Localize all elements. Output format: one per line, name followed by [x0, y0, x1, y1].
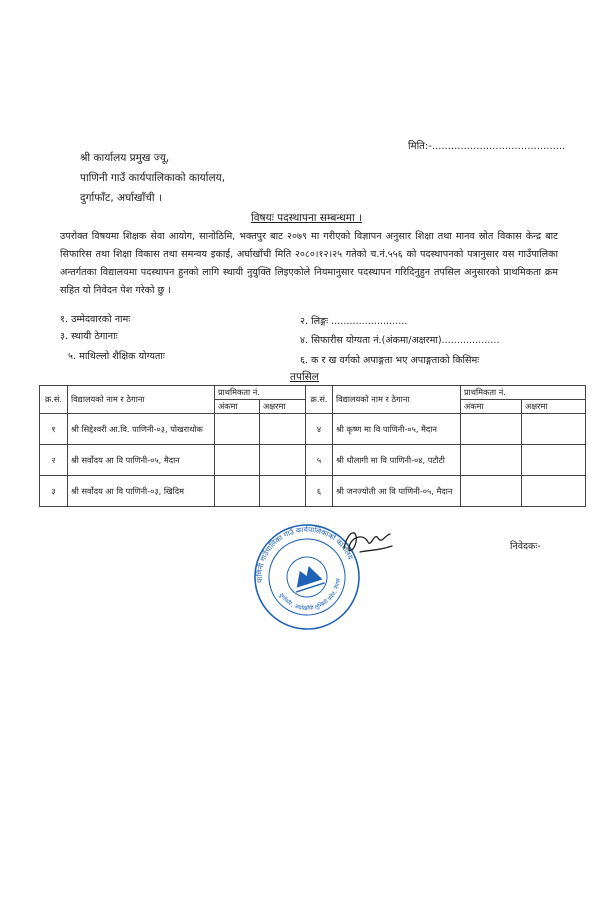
row-sn: ५ [306, 445, 333, 476]
field-disability: ६. क र ख वर्गको अपाङ्गता भए अपाङ्गताको किसिमः [300, 355, 480, 366]
row-priority-figures [461, 414, 522, 445]
header-in-words: अक्षरमा [522, 400, 586, 414]
header-school: विद्यालयको नाम र ठेगाना [333, 386, 461, 414]
address-line-2: पाणिनी गाउँ कार्यपालिकाको कार्यालय, [80, 172, 226, 184]
row-priority-words [260, 476, 306, 507]
row-priority-words [260, 414, 306, 445]
row-sn: ४ [306, 414, 333, 445]
subject-line: विषयः पदस्थापना सम्बन्धमा । [251, 212, 363, 224]
row-school: श्री सर्वोदय आ वि पाणिनी-०५, मैदान [68, 445, 215, 476]
address-line-3: दुर्गाफाँट, अर्घाखाँची । [80, 192, 162, 204]
row-priority-words [260, 445, 306, 476]
header-in-words: अक्षरमा [260, 400, 306, 414]
row-school: श्री सर्वोदय आ वि पाणिनी-०३, खिदिम [68, 476, 215, 507]
row-priority-figures [215, 445, 260, 476]
table-row [40, 476, 586, 507]
row-school: श्री धौलागी मा वि पाणिनी-०४, पटौटी [333, 445, 461, 476]
table-header-row [40, 386, 586, 400]
field-recommendation-number: ४. सिफारीस योग्यता नं.(अंकमा/अक्षरमा)................... [300, 335, 500, 346]
field-education: ५. माथिल्लो शैक्षिक योग्यताः [68, 351, 165, 362]
table-row [40, 414, 586, 445]
body-paragraph: उपरोक्त विषयमा शिक्षक सेवा आयोग, सानोठिमि, भक्तपुर बाट २०७९ मा गरीएको विज्ञापन अनुसार शिक्षा तथा मानव स्रोत विकास केन्द्र बाट सिफारिस तथा शिक्षा विकास तथा समन्वय इकाई, अर्घाखाँची मिति २०८०।१२।२५ गतेको च.नं.५५६ को पदस्थापनको पत्रानुसार यस गाउँपालिका अन्तर्गतका विद्यालयमा पदस्थापन हुनको लागि स्थायी नुयुक्ति लिइएकोले नियमानुसार पदस्थापन गरिदिनुहुन तपसिल अनुसारको प्राथमिकता क्रम सहित यो निवेदन पेश गरेको छु । [60, 231, 558, 296]
seal-outer-text: पाणिनी गाउँपालिका गाउँ कार्यपालिकाको कार्यालय [254, 524, 356, 584]
table-row [40, 445, 586, 476]
address-line-1: श्री कार्यालय प्रमुख ज्यू, [80, 152, 170, 164]
header-sn: क्र.सं. [40, 386, 68, 414]
row-school: श्री जनज्योती आ वि पाणिनी-०५, मैदान [333, 476, 461, 507]
header-school: विद्यालयको नाम र ठेगाना [68, 386, 215, 414]
signature [338, 524, 396, 560]
header-in-figures: अंकमा [215, 400, 260, 414]
applicant-label: निवेदकः- [510, 541, 541, 552]
seal-inner-text: दुर्गाफाँट, अर्घाखाँची लुम्बिनी प्रदेश, नेपाल [277, 578, 343, 613]
row-priority-figures [215, 476, 260, 507]
row-priority-words [522, 414, 586, 445]
header-priority: प्राथमिकता नं. [215, 386, 306, 400]
row-priority-figures [461, 445, 522, 476]
date-line: मिति:-.......................................... [408, 141, 566, 152]
row-school: श्री कृष्ण मा वि पाणिनी-०५, मैदान [333, 414, 461, 445]
row-priority-words [522, 445, 586, 476]
schedule-table [39, 385, 586, 507]
table-title: तपसिल [290, 371, 319, 383]
row-priority-words [522, 476, 586, 507]
row-sn: ६ [306, 476, 333, 507]
header-sn: क्र.सं. [306, 386, 333, 414]
row-sn: १ [40, 414, 68, 445]
row-priority-figures [215, 414, 260, 445]
row-sn: ३ [40, 476, 68, 507]
row-school: श्री सिद्देश्वरी आ.वि. पाणिनी-०३, पोखराथोक [68, 414, 215, 445]
row-priority-figures [461, 476, 522, 507]
row-sn: २ [40, 445, 68, 476]
header-priority: प्राथमिकता नं. [461, 386, 586, 400]
header-in-figures: अंकमा [461, 400, 522, 414]
field-permanent-address: ३. स्थायी ठेगानाः [60, 331, 118, 342]
field-candidate-name: १. उम्मेदवारको नामः [60, 314, 131, 325]
field-gender: २. लिङ्गः ......................... [300, 316, 408, 327]
